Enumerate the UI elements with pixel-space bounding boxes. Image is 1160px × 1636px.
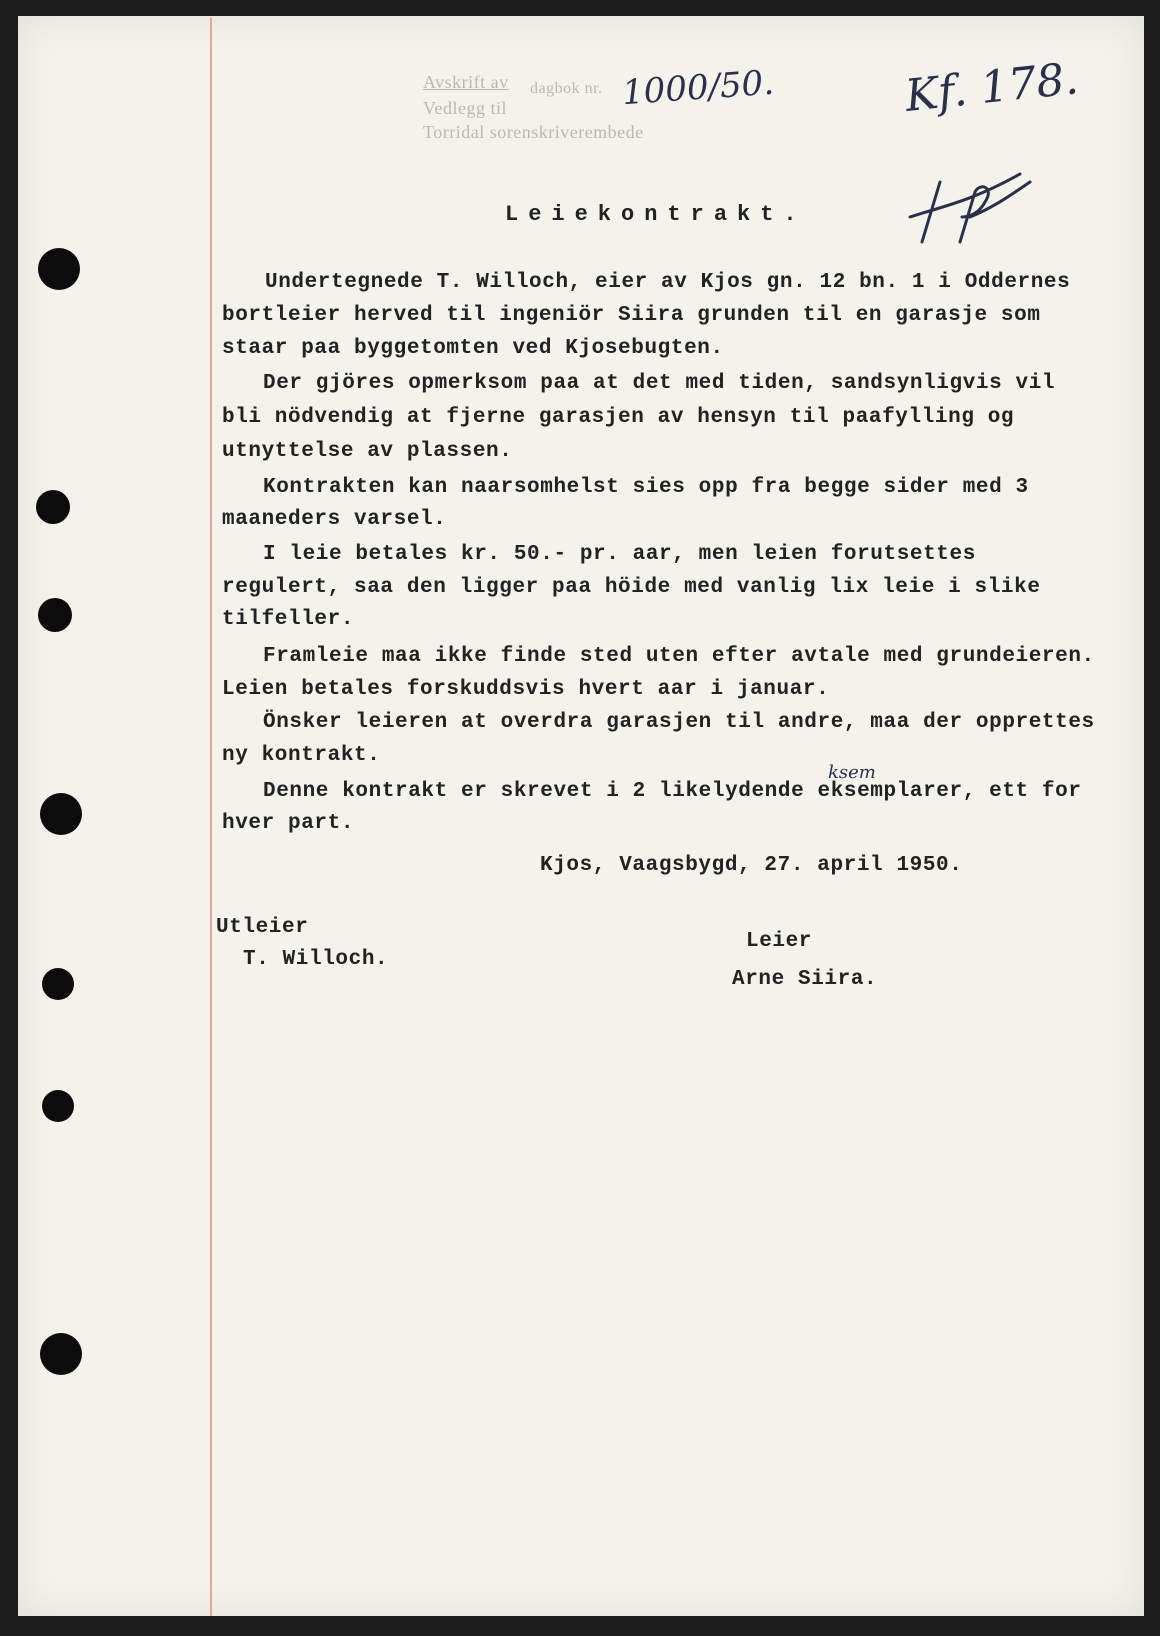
text-line: staar paa byggetomten ved Kjosebugten. (222, 337, 724, 360)
text-line: Önsker leieren at overdra garasjen til andre, maa der opprettes (263, 711, 1095, 734)
document-title: Leiekontrakt. (505, 202, 807, 227)
text-line: bortleier herved til ingeniör Siira grunden til en garasje som (222, 304, 1041, 327)
lessee-name: Arne Siira. (732, 968, 878, 991)
text-line: ny kontrakt. (222, 744, 381, 767)
lessor-label: Utleier (216, 916, 309, 939)
lessee-label: Leier (746, 930, 813, 953)
stamp-line-1b: dagbok nr. (530, 80, 603, 97)
text-line: tilfeller. (222, 608, 355, 631)
binder-hole (38, 248, 80, 290)
text-line: I leie betales kr. 50.- pr. aar, men leien forutsettes (263, 543, 976, 566)
initials-signature (900, 162, 1040, 252)
folio-number: Kf. 178. (902, 53, 1081, 122)
margin-line (210, 18, 212, 1616)
text-line: Kontrakten kan naarsomhelst sies opp fra begge sider med 3 (263, 476, 1029, 499)
stamp-line-1: Avskrift av (423, 72, 509, 92)
stamp-line-3: Torridal sorenskriverembede (423, 122, 644, 142)
text-line: regulert, saa den ligger paa höide med vanlig lix leie i slike (222, 576, 1041, 599)
document-page (18, 16, 1144, 1616)
text-line: maaneders varsel. (222, 508, 447, 531)
text-line: Undertegnede T. Willoch, eier av Kjos gn. 12 bn. 1 i Oddernes (265, 271, 1071, 294)
text-line: utnyttelse av plassen. (222, 440, 513, 463)
stamp-line-2: Vedlegg til (423, 98, 507, 118)
binder-hole (42, 1090, 74, 1122)
correction-note: ksem (828, 762, 876, 783)
text-line: Der gjöres opmerksom paa at det med tiden, sandsynligvis vil (263, 372, 1056, 395)
text-line: Framleie maa ikke finde sted uten efter avtale med grundeieren. (263, 645, 1095, 668)
binder-hole (42, 968, 74, 1000)
binder-hole (40, 793, 82, 835)
text-line: Leien betales forskuddsvis hvert aar i januar. (222, 678, 830, 701)
place-date: Kjos, Vaagsbygd, 27. april 1950. (540, 854, 963, 877)
binder-hole (40, 1333, 82, 1375)
binder-hole (38, 598, 72, 632)
text-line: Denne kontrakt er skrevet i 2 likelydende eksemplarer, ett for (263, 780, 1082, 803)
binder-hole (36, 490, 70, 524)
text-line: hver part. (222, 812, 355, 835)
text-line: bli nödvendig at fjerne garasjen av hensyn til paafylling og (222, 406, 1015, 429)
lessor-name: T. Willoch. (243, 948, 389, 971)
journal-number: 1000/50. (620, 62, 776, 114)
